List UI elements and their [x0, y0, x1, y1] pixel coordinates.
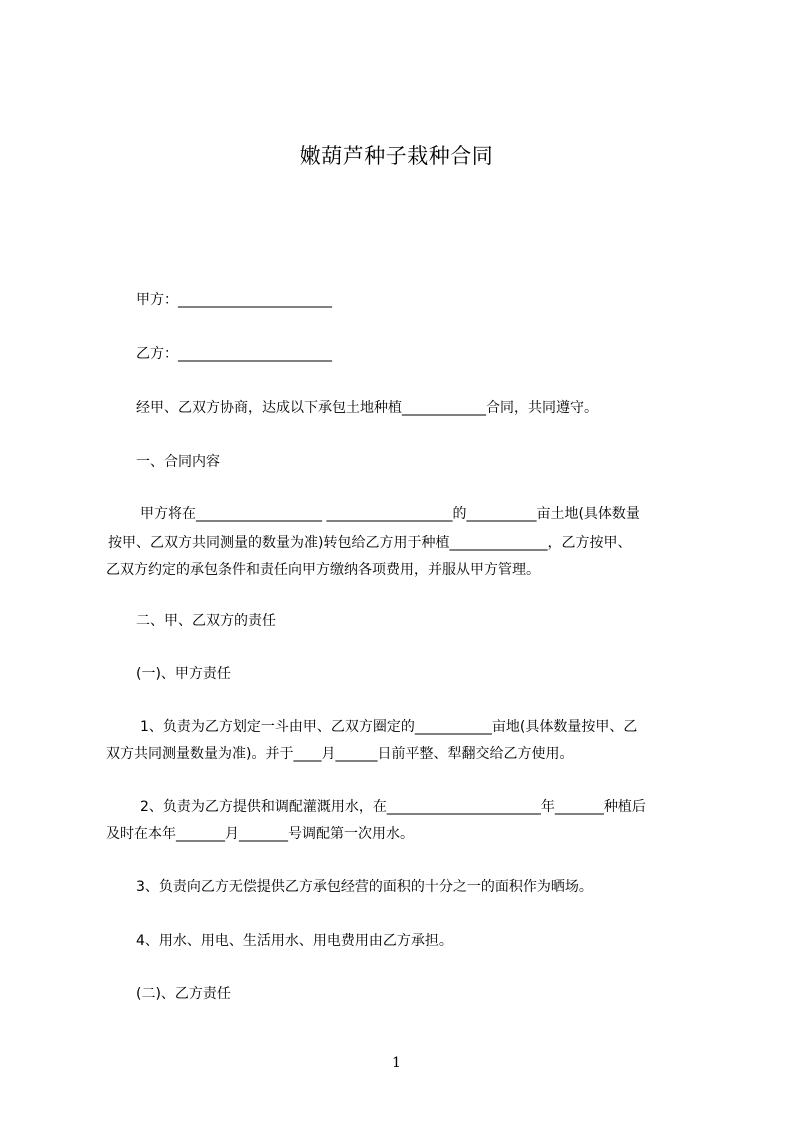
intro-paragraph: 经甲、乙双方协商，达成以下承包土地种植____________合同，共同遵守。	[136, 400, 598, 416]
party-a-item-3: 3、负责向乙方无偿提供乙方承包经营的面积的十分之一的面积作为晒场。	[136, 879, 593, 895]
party-a-line: 甲方：______________________	[136, 292, 332, 308]
section-heading-responsibilities: 二、甲、乙双方的责任	[136, 613, 276, 629]
party-a-item-4: 4、用水、用电、生活用水、用电费用由乙方承担。	[136, 933, 453, 949]
party-a-item-2-line-2: 及时在本年_______月_______号调配第一次用水。	[106, 826, 414, 842]
contract-title: 嫩葫芦种子栽种合同	[299, 144, 494, 168]
subsection-heading-party-b: (二)、乙方责任	[136, 986, 231, 1002]
contract-content-line-2: 按甲、乙双方共同测量的数量为准)转包给乙方用于种植______________，乙方按甲、	[108, 535, 632, 551]
section-heading-contract-content: 一、合同内容	[136, 454, 220, 470]
party-a-item-1-line-1: 1、负责为乙方划定一斗由甲、乙双方圈定的___________亩地(具体数量按甲、乙	[140, 719, 638, 735]
subsection-heading-party-a: (一)、甲方责任	[136, 666, 231, 682]
contract-content-line-1: 甲方将在__________________ __________________的__________亩土地(具体数量	[140, 506, 640, 522]
party-a-item-2-line-1: 2、负责为乙方提供和调配灌溉用水，在______________________年_______种植后	[140, 799, 646, 815]
page-number: 1	[392, 1055, 401, 1071]
party-b-line: 乙方：______________________	[136, 346, 332, 362]
party-a-item-1-line-2: 双方共同测量数量为准)。并于____月______日前平整、犁翻交给乙方使用。	[106, 746, 574, 762]
contract-content-line-3: 乙双方约定的承包条件和责任向甲方缴纳各项费用，并服从甲方管理。	[106, 562, 540, 578]
